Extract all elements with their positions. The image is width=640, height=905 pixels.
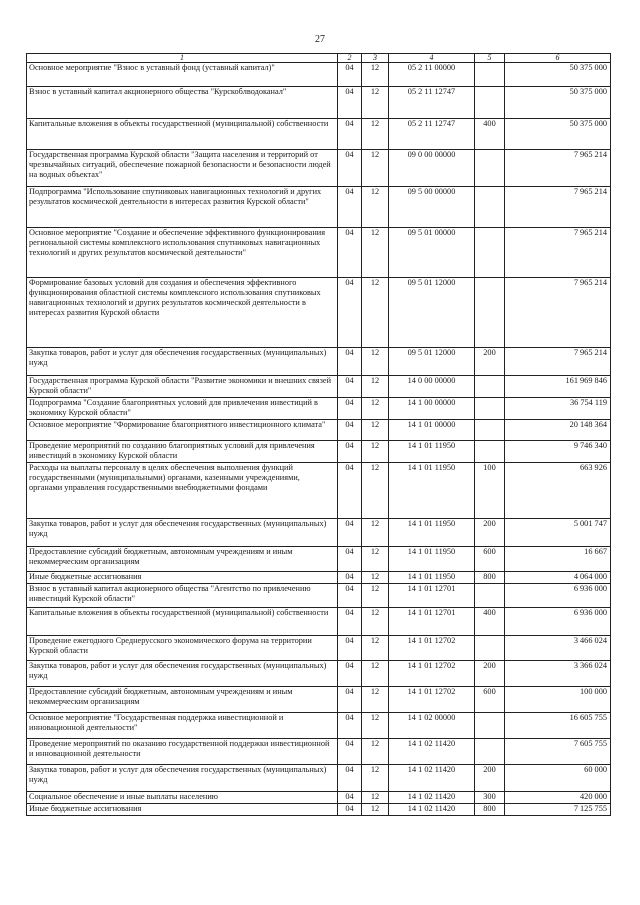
row-expense-type: 200 <box>475 661 505 687</box>
row-section: 04 <box>338 804 362 816</box>
row-target-code: 14 1 01 12702 <box>389 636 475 661</box>
row-target-code: 14 1 02 11420 <box>389 765 475 792</box>
row-name: Государственная программа Курской области "Развитие экономики и внешних связей Курской области" <box>27 376 338 398</box>
row-subsection: 12 <box>362 376 389 398</box>
row-amount: 420 000 <box>505 792 611 804</box>
row-amount: 7 965 214 <box>505 348 611 376</box>
table-row <box>27 87 611 119</box>
row-target-code: 14 1 01 12702 <box>389 661 475 687</box>
row-target-code: 14 1 02 11420 <box>389 792 475 804</box>
row-amount: 100 000 <box>505 687 611 713</box>
row-name: Взнос в уставный капитал акционерного общества "Курскоблводоканал" <box>27 87 338 119</box>
table-row <box>27 278 611 348</box>
row-name: Основное мероприятие "Создание и обеспечение эффективного функционирования региональной системы комплексного использования спутниковых навигационных технологий и других результатов космической деятельности" <box>27 228 338 278</box>
row-name: Предоставление субсидий бюджетным, автономным учреждениям и иным некоммерческим организациям <box>27 687 338 713</box>
table-row <box>27 63 611 87</box>
row-section: 04 <box>338 278 362 348</box>
row-amount: 4 064 000 <box>505 572 611 584</box>
row-amount: 7 965 214 <box>505 278 611 348</box>
row-target-code: 14 1 01 12701 <box>389 584 475 608</box>
row-section: 04 <box>338 150 362 187</box>
row-subsection: 12 <box>362 463 389 519</box>
row-target-code: 14 1 01 12702 <box>389 687 475 713</box>
row-name: Капитальные вложения в объекты государственной (муниципальной) собственности <box>27 608 338 636</box>
row-subsection: 12 <box>362 398 389 420</box>
row-expense-type <box>475 441 505 463</box>
row-subsection: 12 <box>362 187 389 228</box>
row-amount: 7 125 755 <box>505 804 611 816</box>
row-expense-type: 400 <box>475 119 505 150</box>
row-subsection: 12 <box>362 519 389 547</box>
row-name: Закупка товаров, работ и услуг для обеспечения государственных (муниципальных) нужд <box>27 765 338 792</box>
row-subsection: 12 <box>362 584 389 608</box>
row-name: Расходы на выплаты персоналу в целях обеспечения выполнения функций государственными (муниципальными) органами, казенными учреждениями, органами управления государственными внебюджетными фондами <box>27 463 338 519</box>
row-target-code: 14 1 01 11950 <box>389 463 475 519</box>
page-number: 27 <box>315 34 325 45</box>
row-section: 04 <box>338 584 362 608</box>
row-amount: 60 000 <box>505 765 611 792</box>
table-row <box>27 547 611 572</box>
row-section: 04 <box>338 441 362 463</box>
row-expense-type <box>475 376 505 398</box>
row-expense-type: 200 <box>475 519 505 547</box>
table-row <box>27 463 611 519</box>
row-target-code: 14 1 00 00000 <box>389 398 475 420</box>
row-target-code: 14 1 01 12701 <box>389 608 475 636</box>
row-amount: 6 936 000 <box>505 608 611 636</box>
row-target-code: 14 1 01 11950 <box>389 441 475 463</box>
row-subsection: 12 <box>362 804 389 816</box>
row-target-code: 09 0 00 00000 <box>389 150 475 187</box>
row-target-code: 05 2 11 12747 <box>389 87 475 119</box>
row-subsection: 12 <box>362 87 389 119</box>
row-target-code: 14 1 02 11420 <box>389 804 475 816</box>
table-row <box>27 519 611 547</box>
row-amount: 7 965 214 <box>505 228 611 278</box>
row-amount: 161 969 846 <box>505 376 611 398</box>
table-row <box>27 376 611 398</box>
row-amount: 50 375 000 <box>505 63 611 87</box>
table-row <box>27 765 611 792</box>
row-amount: 7 965 214 <box>505 150 611 187</box>
row-amount: 5 001 747 <box>505 519 611 547</box>
row-name: Закупка товаров, работ и услуг для обеспечения государственных (муниципальных) нужд <box>27 661 338 687</box>
header-cell: 5 <box>475 54 505 63</box>
row-subsection: 12 <box>362 441 389 463</box>
row-subsection: 12 <box>362 348 389 376</box>
row-name: Основное мероприятие "Взнос в уставный фонд (уставный капитал)" <box>27 63 338 87</box>
row-target-code: 05 2 11 00000 <box>389 63 475 87</box>
row-expense-type: 400 <box>475 608 505 636</box>
row-subsection: 12 <box>362 119 389 150</box>
row-section: 04 <box>338 792 362 804</box>
row-target-code: 14 1 02 11420 <box>389 739 475 765</box>
table-row <box>27 739 611 765</box>
table-row <box>27 398 611 420</box>
row-target-code: 05 2 11 12747 <box>389 119 475 150</box>
table-row <box>27 687 611 713</box>
row-target-code: 14 0 00 00000 <box>389 376 475 398</box>
row-name: Взнос в уставный капитал акционерного общества "Агентство по привлечению инвестиций Курской области" <box>27 584 338 608</box>
row-section: 04 <box>338 572 362 584</box>
row-section: 04 <box>338 87 362 119</box>
table-row <box>27 441 611 463</box>
row-expense-type: 300 <box>475 792 505 804</box>
row-amount: 663 926 <box>505 463 611 519</box>
header-cell: 6 <box>505 54 611 63</box>
row-expense-type <box>475 713 505 739</box>
row-section: 04 <box>338 187 362 228</box>
row-subsection: 12 <box>362 792 389 804</box>
table-row <box>27 420 611 441</box>
row-target-code: 09 5 01 00000 <box>389 228 475 278</box>
row-expense-type: 800 <box>475 572 505 584</box>
row-name: Социальное обеспечение и иные выплаты населению <box>27 792 338 804</box>
row-name: Закупка товаров, работ и услуг для обеспечения государственных (муниципальных) нужд <box>27 519 338 547</box>
row-subsection: 12 <box>362 739 389 765</box>
table-row <box>27 348 611 376</box>
row-section: 04 <box>338 713 362 739</box>
row-expense-type: 600 <box>475 687 505 713</box>
row-amount: 7 965 214 <box>505 187 611 228</box>
row-amount: 20 148 364 <box>505 420 611 441</box>
row-target-code: 09 5 01 12000 <box>389 278 475 348</box>
row-target-code: 14 1 01 11950 <box>389 519 475 547</box>
row-expense-type: 100 <box>475 463 505 519</box>
row-subsection: 12 <box>362 420 389 441</box>
table-row <box>27 661 611 687</box>
row-amount: 16 667 <box>505 547 611 572</box>
row-name: Подпрограмма "Использование спутниковых навигационных технологий и других результатов космической деятельности в интересах развития Курской области" <box>27 187 338 228</box>
row-section: 04 <box>338 228 362 278</box>
row-target-code: 09 5 00 00000 <box>389 187 475 228</box>
row-amount: 9 746 340 <box>505 441 611 463</box>
row-expense-type: 600 <box>475 547 505 572</box>
row-subsection: 12 <box>362 608 389 636</box>
table-row <box>27 150 611 187</box>
table-row <box>27 608 611 636</box>
header-cell: 2 <box>338 54 362 63</box>
row-subsection: 12 <box>362 228 389 278</box>
row-amount: 3 366 024 <box>505 661 611 687</box>
row-section: 04 <box>338 608 362 636</box>
row-target-code: 09 5 01 12000 <box>389 348 475 376</box>
row-section: 04 <box>338 376 362 398</box>
row-section: 04 <box>338 636 362 661</box>
header-row <box>27 54 611 63</box>
row-name: Формирование базовых условий для создания и обеспечения эффективного функционирования областной системы комплексного использования спутниковых навигационных технологий и других результатов космической деятельности в интересах развития Курской области <box>27 278 338 348</box>
row-section: 04 <box>338 348 362 376</box>
table-row <box>27 572 611 584</box>
table-row <box>27 584 611 608</box>
row-section: 04 <box>338 547 362 572</box>
row-expense-type <box>475 87 505 119</box>
row-amount: 50 375 000 <box>505 119 611 150</box>
row-subsection: 12 <box>362 661 389 687</box>
row-name: Капитальные вложения в объекты государственной (муниципальной) собственности <box>27 119 338 150</box>
row-section: 04 <box>338 119 362 150</box>
row-section: 04 <box>338 420 362 441</box>
row-expense-type <box>475 228 505 278</box>
row-expense-type <box>475 187 505 228</box>
row-section: 04 <box>338 765 362 792</box>
row-expense-type <box>475 636 505 661</box>
row-target-code: 14 1 02 00000 <box>389 713 475 739</box>
row-expense-type <box>475 278 505 348</box>
table-row <box>27 187 611 228</box>
row-name: Государственная программа Курской области "Защита населения и территорий от чрезвычайных ситуаций, обеспечение пожарной безопасности и безопасности людей на водных объектах" <box>27 150 338 187</box>
table-row <box>27 228 611 278</box>
row-section: 04 <box>338 398 362 420</box>
row-subsection: 12 <box>362 547 389 572</box>
table-row <box>27 804 611 816</box>
row-section: 04 <box>338 661 362 687</box>
row-name: Проведение мероприятий по оказанию государственной поддержки инвестиционной и инновационной деятельности <box>27 739 338 765</box>
row-subsection: 12 <box>362 278 389 348</box>
table-row <box>27 792 611 804</box>
header-cell: 4 <box>389 54 475 63</box>
row-amount: 3 466 024 <box>505 636 611 661</box>
row-name: Иные бюджетные ассигнования <box>27 804 338 816</box>
row-expense-type <box>475 420 505 441</box>
row-subsection: 12 <box>362 572 389 584</box>
row-expense-type <box>475 63 505 87</box>
row-expense-type: 800 <box>475 804 505 816</box>
row-name: Иные бюджетные ассигнования <box>27 572 338 584</box>
row-subsection: 12 <box>362 765 389 792</box>
row-amount: 6 936 000 <box>505 584 611 608</box>
budget-table <box>26 53 611 816</box>
row-expense-type <box>475 398 505 420</box>
row-target-code: 14 1 01 00000 <box>389 420 475 441</box>
row-amount: 7 605 755 <box>505 739 611 765</box>
table-row <box>27 636 611 661</box>
header-cell: 3 <box>362 54 389 63</box>
row-subsection: 12 <box>362 63 389 87</box>
row-expense-type: 200 <box>475 765 505 792</box>
header-cell: 1 <box>27 54 338 63</box>
row-target-code: 14 1 01 11950 <box>389 572 475 584</box>
row-amount: 50 375 000 <box>505 87 611 119</box>
row-name: Подпрограмма "Создание благоприятных условий для привлечения инвестиций в экономику Курской области" <box>27 398 338 420</box>
row-expense-type <box>475 739 505 765</box>
row-subsection: 12 <box>362 687 389 713</box>
row-name: Предоставление субсидий бюджетным, автономным учреждениям и иным некоммерческим организациям <box>27 547 338 572</box>
row-section: 04 <box>338 463 362 519</box>
row-section: 04 <box>338 63 362 87</box>
row-name: Основное мероприятие "Формирование благоприятного инвестиционного климата" <box>27 420 338 441</box>
row-subsection: 12 <box>362 636 389 661</box>
row-name: Основное мероприятие "Государственная поддержка инвестиционной и инновационной деятельности" <box>27 713 338 739</box>
row-section: 04 <box>338 739 362 765</box>
row-expense-type <box>475 150 505 187</box>
table-row <box>27 119 611 150</box>
row-section: 04 <box>338 519 362 547</box>
row-name: Закупка товаров, работ и услуг для обеспечения государственных (муниципальных) нужд <box>27 348 338 376</box>
row-amount: 36 754 119 <box>505 398 611 420</box>
row-subsection: 12 <box>362 150 389 187</box>
row-expense-type <box>475 584 505 608</box>
row-target-code: 14 1 01 11950 <box>389 547 475 572</box>
row-name: Проведение ежегодного Среднерусского экономического форума на территории Курской области <box>27 636 338 661</box>
row-expense-type: 200 <box>475 348 505 376</box>
row-section: 04 <box>338 687 362 713</box>
table-row <box>27 713 611 739</box>
row-name: Проведение мероприятий по созданию благоприятных условий для привлечения инвестиций в экономику Курской области <box>27 441 338 463</box>
row-amount: 16 605 755 <box>505 713 611 739</box>
row-subsection: 12 <box>362 713 389 739</box>
